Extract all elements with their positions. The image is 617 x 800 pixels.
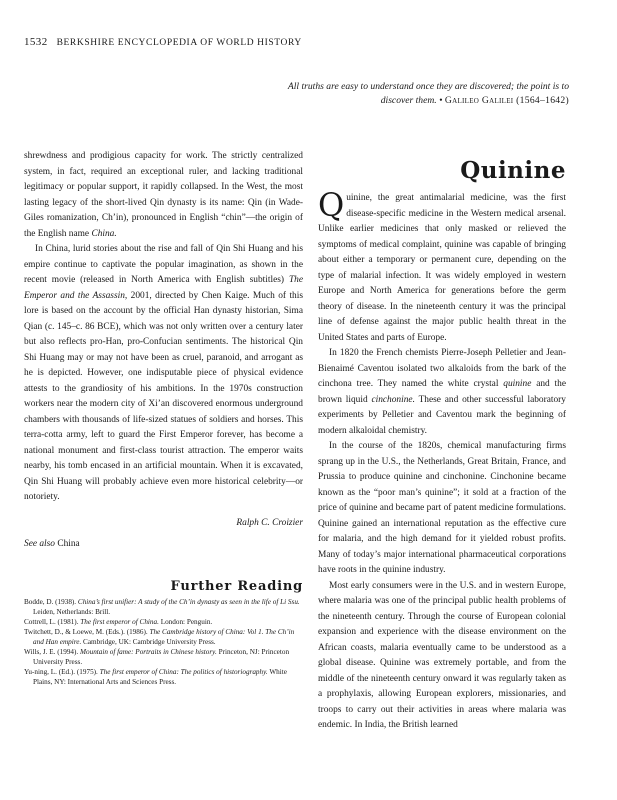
- paragraph-text: uinine, the great antimalarial medicine, was the first disease-specific medicine in the Western medical arsenal. Unlike earlier medicines that only masked or relieved the symptoms of medical complaint, quinine was capable of bringing about either a temporary or permanent cure, depending on the type of malarial infection. It was widely employed in western Europe and North America for generations before the germ theory of disease. In the nineteenth century it was the principal line of defense against the major public health threat in the United States and parts of Europe.: [318, 193, 566, 343]
- ref-publisher: Cambridge, UK: Cambridge University Press.: [83, 637, 216, 646]
- ref-title: The first emperor of China.: [80, 617, 159, 626]
- italic-term: cinchonine.: [371, 394, 415, 405]
- paragraph: [24, 242, 303, 506]
- ref-author: Yu-ning, L. (Ed.). (1975).: [24, 667, 98, 676]
- italic-term: quinine: [503, 379, 532, 389]
- paragraph: In the course of the 1820s, chemical manufacturing firms sprang up in the U.S., the Netherlands, Great Britain, France, and Prussia to produce quinine and cinchonine. Cinchonine became known as the “poor man’s quinine”; it sold at a fraction of the price of quinine and became part of patent medicine formulations. Quinine gained an international reputation as the effective cure for malaria, and the high demand for it yielded robust profits. Many of today’s major international pharmaceutical corporations have roots in the quinine industry.: [318, 441, 566, 575]
- paragraph: [318, 186, 566, 346]
- ref-title: China’s first unifier: A study of the Ch’in dynasty as seen in the life of Li Ssu.: [77, 597, 300, 606]
- further-reading-title: Further Reading: [170, 578, 303, 594]
- bullet-separator: •: [439, 95, 443, 106]
- paragraph-text: shrewdness and prodigious capacity for work. The strictly centralized system, in fact, required an exceptional ruler, and lacking traditional legitimacy or popular support, it rapidly collapsed. In the West, the most lasting legacy of the short-lived Qin dynasty is its name: Qin (in Wade-Giles romanization, Ch’in), pronounced in English “chin”—the origin of the English name: [24, 151, 303, 239]
- left-column: [24, 149, 303, 687]
- ref-title: The Cambridge history of China: Vol 1. The Ch’in and Han empire.: [33, 627, 295, 646]
- reference-item: [24, 627, 303, 647]
- reference-list: [24, 597, 303, 687]
- paragraph-text: and the brown liquid: [318, 379, 567, 405]
- page-number: 1532: [24, 36, 48, 48]
- epigraph-author: Galileo Galilei (1564–1642): [444, 95, 569, 106]
- ref-publisher: Leiden, Netherlands: Brill.: [33, 607, 111, 616]
- ref-author: Wills, J. E. (1994).: [24, 647, 79, 656]
- reference-item: [24, 617, 303, 627]
- ref-publisher: White Plains, NY: International Arts and Sciences Press.: [33, 667, 287, 686]
- ref-author: Bodde, D. (1938).: [24, 597, 77, 606]
- running-title: BERKSHIRE ENCYCLOPEDIA OF WORLD HISTORY: [56, 38, 302, 48]
- reference-item: [24, 647, 303, 667]
- ref-title: The first emperor of China: The politics of historiography.: [99, 667, 268, 676]
- paragraph-text: These and other successful laboratory experiments by Pelletier and Caventou mark the beginning of modern alkaloidal chemistry.: [318, 394, 566, 436]
- paragraph-text: In 1820 the French chemists Pierre-Joseph Pelletier and Jean-Bienaimé Caventou isolated two alkaloids from the bark of the cinchona tree. They named the white crystal: [318, 348, 566, 389]
- movie-title: The Emperor and the Assassin,: [24, 275, 304, 301]
- paragraph: [318, 346, 566, 439]
- epigraph: [269, 80, 569, 108]
- ref-publisher: Princeton, NJ: Princeton University Press.: [33, 647, 290, 666]
- reference-item: [24, 597, 303, 617]
- italic-term: China.: [91, 228, 117, 239]
- running-header: [24, 36, 302, 48]
- ref-author: Twitchett, D., & Loewe, M. (Eds.). (1986).: [24, 627, 148, 636]
- see-also-link[interactable]: China: [57, 539, 80, 549]
- ref-author: Cottrell, L. (1981).: [24, 617, 79, 626]
- paragraph-text: 2001, directed by Chen Kaige. Much of this lore is based on the account by the official Han dynasty historian, Sima Qian (c. 145–c. 86 BCE), which was not only written over a century later but also reflects pro-Han, pro-Confucian sentiments. The historical Qin Shi Huang may or may not have been as cruel, paranoid, and arrogant as he is depicted. However, one indisputable piece of physical evidence attests to the grandiosity of his ambitions. In the 1970s construction workers near the modern city of Xi’an discovered enormous underground chambers with thousands of life-sized statues of soldiers and horses. This terra-cotta army, left to guard the First Emperor forever, has become a national monument and first-class tourist attraction. The emperor waits nearby, his tomb encased in an artificial mountain. When it is excavated, Qin Shi Huang will probably achieve even more historical celebrity—or notoriety.: [24, 290, 303, 502]
- see-also: [24, 537, 303, 553]
- ref-publisher: London: Penguin.: [160, 617, 213, 626]
- epigraph-quote: All truths are easy to understand once they are discovered; the point is to discover them.: [287, 81, 569, 106]
- reference-item: [24, 667, 303, 687]
- paragraph: Most early consumers were in the U.S. and in western Europe, where malaria was one of the principal public health problems of the nineteenth century. Through the course of European colonial expansion and experience with the disease environment on the African coasts, malaria eventually came to be understood as a global disease. Quinine was extremely portable, and from the middle of the nineteenth century onward it was regularly taken as a prophylaxis, allowing European explorers, missionaries, and troops to carry out their activities in areas where malaria was endemic. In India, the British learned: [318, 580, 566, 730]
- paragraph: [24, 149, 303, 242]
- right-column: [318, 157, 566, 734]
- ref-title: Mountain of fame: Portraits in Chinese history.: [80, 647, 217, 656]
- see-also-label: See also: [24, 539, 55, 549]
- article-title: Quinine: [460, 157, 566, 184]
- drop-cap: Q: [318, 186, 345, 224]
- author-byline: Ralph C. Croizier: [236, 517, 303, 528]
- paragraph-text: In China, lurid stories about the rise and fall of Qin Shi Huang and his empire continue to captivate the popular imagination, as shown in the recent movie (released in North America with English subtitles): [24, 244, 303, 285]
